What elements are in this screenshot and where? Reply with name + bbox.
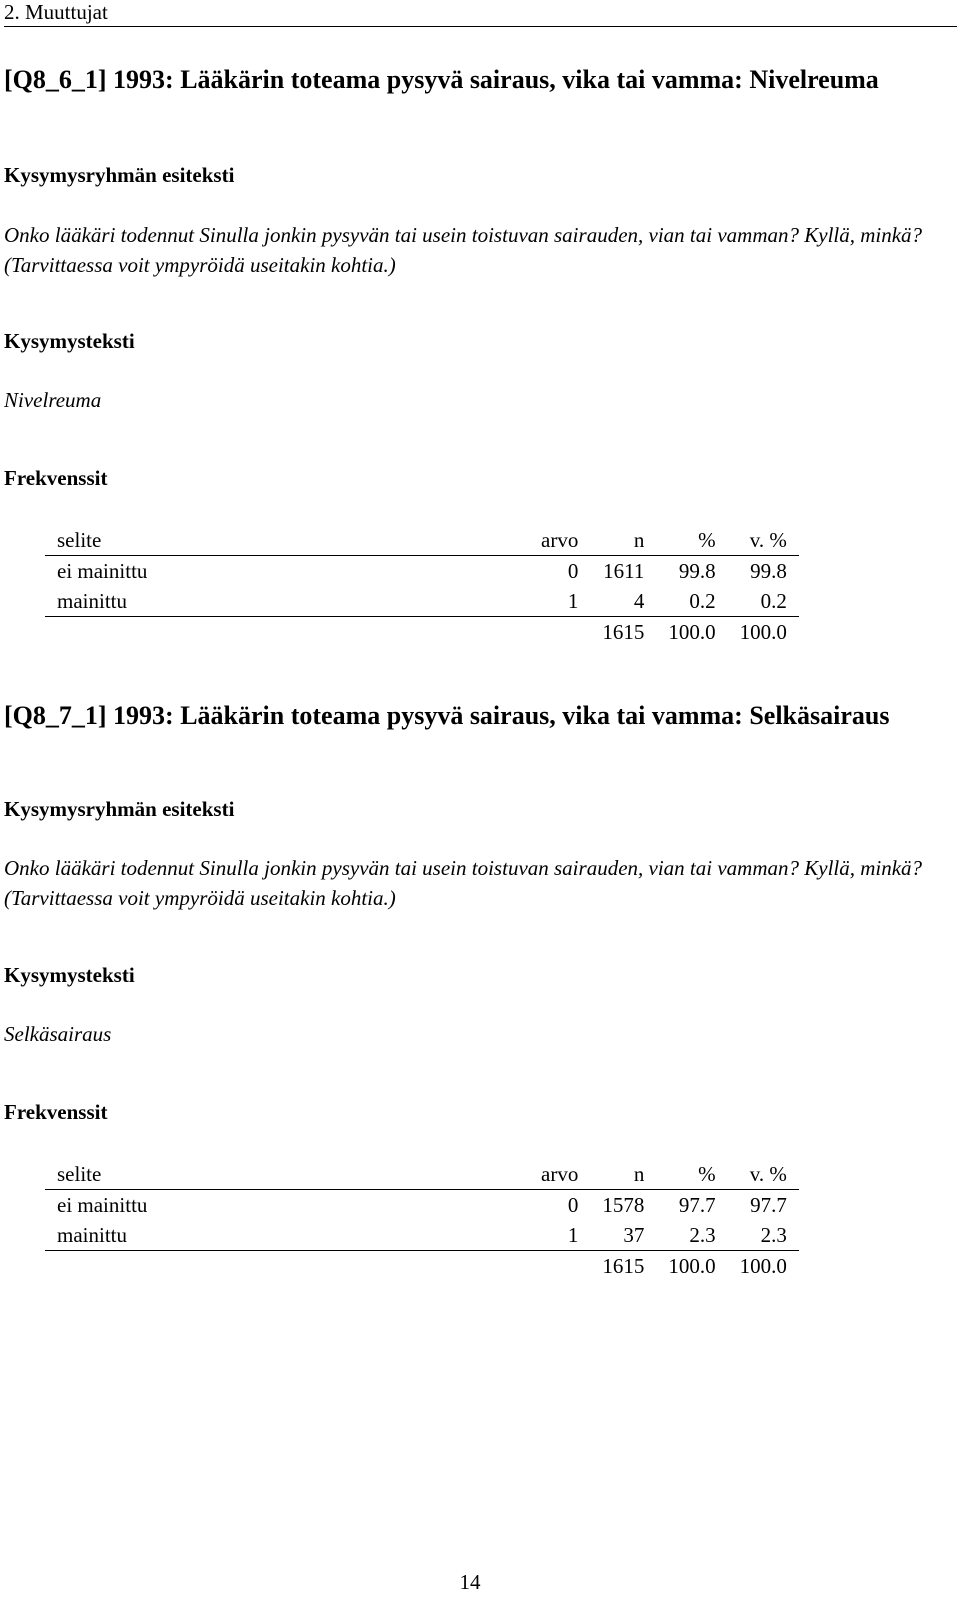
table-row	[45, 556, 799, 587]
group-text: Onko lääkäri todennut Sinulla jonkin pysyvän tai usein toistuvan sairauden, vian tai vamman? Kyllä, minkä? (Tarvittaessa voit ympyröidä useitakin kohtia.)	[4, 223, 923, 277]
cell-percent: 2.3	[656, 1220, 727, 1251]
cell-valid-percent: 2.3	[728, 1220, 799, 1251]
table-header-row	[45, 1159, 799, 1190]
frequencies-label: Frekvenssit	[4, 1100, 108, 1124]
cell-percent: 99.8	[678, 559, 716, 583]
group-text-label: Kysymysryhmän esiteksti	[4, 163, 235, 187]
col-header-percent: %	[656, 525, 727, 556]
cell-total-value	[529, 617, 590, 648]
cell-total-label	[45, 1251, 529, 1282]
cell-n: 1578	[602, 1193, 645, 1217]
cell-label: mainittu	[45, 1220, 529, 1251]
cell-percent: 0.2	[656, 586, 727, 617]
col-header-label: selite	[45, 525, 529, 556]
cell-value: 1	[529, 1220, 590, 1251]
group-text-label: Kysymysryhmän esiteksti	[4, 797, 235, 821]
header-rule	[4, 26, 957, 27]
col-header-valid-percent: v. %	[728, 525, 799, 556]
table-row	[45, 1190, 799, 1221]
cell-label: ei mainittu	[57, 559, 148, 583]
col-header-value: arvo	[529, 1159, 590, 1190]
question-text: Nivelreuma	[4, 388, 102, 412]
table-header-row	[45, 525, 799, 556]
page-number: 14	[459, 1570, 481, 1594]
cell-label: ei mainittu	[57, 1193, 148, 1217]
frequencies-label: Frekvenssit	[4, 466, 108, 490]
table-row	[45, 1220, 799, 1251]
running-head: 2. Muuttujat	[4, 0, 108, 24]
cell-total-percent: 100.0	[668, 620, 716, 644]
cell-total-valid-percent: 100.0	[739, 1254, 787, 1278]
section-title-q8-7-1: [Q8_7_1] 1993: Lääkärin toteama pysyvä sairaus, vika tai vamma: Selkäsairaus	[4, 701, 890, 730]
col-header-valid-percent: v. %	[728, 1159, 799, 1190]
cell-total-valid-percent: 100.0	[739, 620, 787, 644]
cell-value: 0	[567, 1193, 579, 1217]
cell-valid-percent: 99.8	[750, 559, 787, 583]
col-header-value: arvo	[529, 525, 590, 556]
cell-n: 37	[590, 1220, 656, 1251]
cell-total-label	[45, 617, 529, 648]
question-text-label: Kysymysteksti	[4, 329, 135, 353]
frequency-table	[45, 525, 799, 647]
cell-valid-percent: 0.2	[728, 586, 799, 617]
cell-total-percent: 100.0	[668, 1254, 716, 1278]
table-total-row	[45, 1251, 799, 1282]
table-total-row	[45, 617, 799, 648]
cell-valid-percent: 97.7	[750, 1193, 787, 1217]
col-header-n: n	[590, 525, 656, 556]
col-header-n: n	[590, 1159, 656, 1190]
group-text: Onko lääkäri todennut Sinulla jonkin pysyvän tai usein toistuvan sairauden, vian tai vamman? Kyllä, minkä? (Tarvittaessa voit ympyröidä useitakin kohtia.)	[4, 856, 923, 910]
cell-total-n: 1615	[602, 620, 645, 644]
cell-total-value	[529, 1251, 590, 1282]
question-text: Selkäsairaus	[4, 1022, 112, 1046]
section-title-q8-6-1: [Q8_6_1] 1993: Lääkärin toteama pysyvä sairaus, vika tai vamma: Nivelreuma	[4, 65, 879, 94]
table-row	[45, 586, 799, 617]
frequency-table	[45, 1159, 799, 1281]
cell-value: 0	[567, 559, 579, 583]
cell-total-n: 1615	[602, 1254, 645, 1278]
col-header-percent: %	[656, 1159, 727, 1190]
cell-n: 4	[590, 586, 656, 617]
cell-percent: 97.7	[678, 1193, 716, 1217]
cell-label: mainittu	[45, 586, 529, 617]
col-header-label: selite	[45, 1159, 529, 1190]
cell-value: 1	[529, 586, 590, 617]
cell-n: 1611	[603, 559, 645, 583]
question-text-label: Kysymysteksti	[4, 963, 135, 987]
